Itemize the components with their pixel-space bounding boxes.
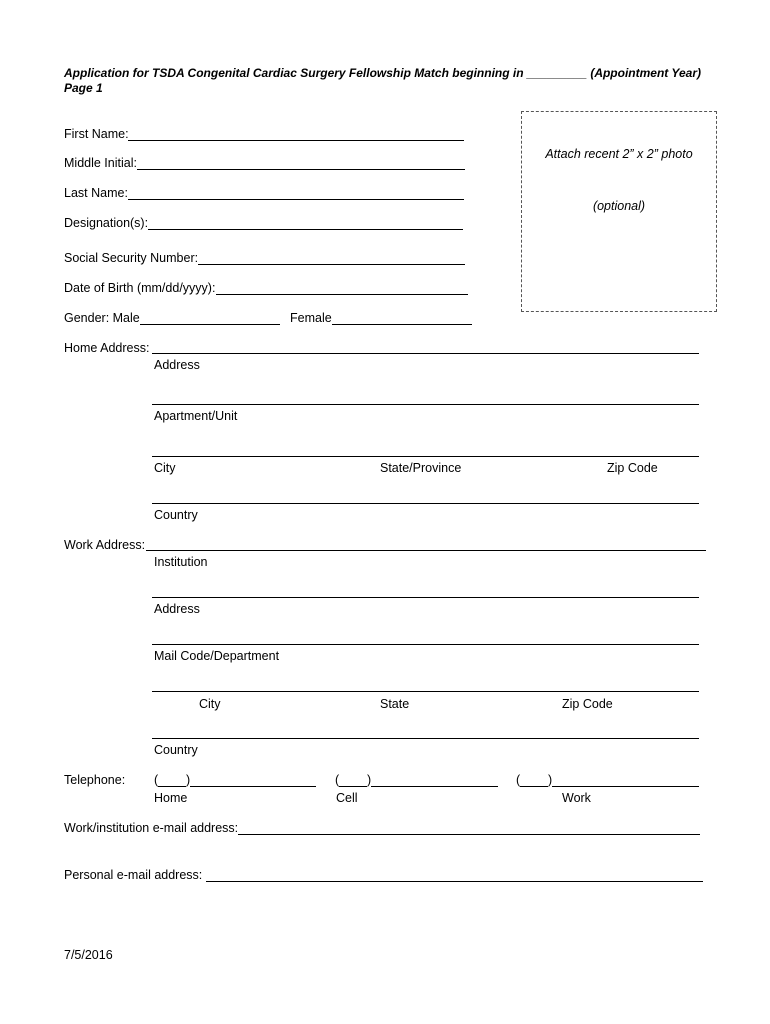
work-phone-paren-open: (	[516, 773, 521, 787]
form-title: Application for TSDA Congenital Cardiac Surgery Fellowship Match beginning in _________ (Appointment Year)	[64, 66, 701, 80]
work-institution-caption: Institution	[154, 555, 208, 569]
designations-label: Designation(s):	[64, 216, 149, 230]
home-phone-paren-open: (	[154, 773, 159, 787]
gender-female-label: Female	[290, 311, 332, 325]
home-phone-number-field[interactable]	[190, 786, 316, 787]
work-mailcode-caption: Mail Code/Department	[154, 649, 280, 663]
home-address-label: Home Address:	[64, 341, 150, 355]
work-address-field[interactable]	[152, 597, 699, 598]
work-phone-caption: Work	[562, 791, 591, 805]
dob-field[interactable]	[216, 294, 468, 295]
dob-label: Date of Birth (mm/dd/yyyy):	[64, 281, 216, 295]
cell-phone-number-field[interactable]	[371, 786, 498, 787]
work-mailcode-field[interactable]	[152, 644, 699, 645]
photo-optional-note: (optional)	[592, 199, 646, 213]
work-state-caption: State	[380, 697, 410, 711]
home-state-caption: State/Province	[380, 461, 462, 475]
gender-female-field[interactable]	[332, 324, 472, 325]
gender-male-label: Gender: Male	[64, 311, 140, 325]
work-address-caption: Address	[154, 602, 200, 616]
work-institution-field[interactable]	[146, 550, 706, 551]
middle-initial-label: Middle Initial:	[64, 156, 137, 170]
home-country-field[interactable]	[152, 503, 699, 504]
first-name-field[interactable]	[128, 140, 464, 141]
home-city-caption: City	[154, 461, 176, 475]
work-country-caption: Country	[154, 743, 198, 757]
work-city-state-zip-field[interactable]	[152, 691, 699, 692]
footer-date: 7/5/2016	[64, 948, 113, 962]
home-phone-area-code-field[interactable]	[158, 786, 186, 787]
designations-field[interactable]	[148, 229, 463, 230]
home-address-caption: Address	[154, 358, 200, 372]
home-apartment-caption: Apartment/Unit	[154, 409, 238, 423]
home-phone-paren-close: )	[186, 773, 191, 787]
work-zip-caption: Zip Code	[562, 697, 613, 711]
home-address-line-field[interactable]	[152, 353, 699, 354]
home-phone-caption: Home	[154, 791, 188, 805]
work-email-label: Work/institution e-mail address:	[64, 821, 239, 835]
cell-phone-area-code-field[interactable]	[339, 786, 367, 787]
home-city-state-zip-field[interactable]	[152, 456, 699, 457]
work-country-field[interactable]	[152, 738, 699, 739]
middle-initial-field[interactable]	[137, 169, 465, 170]
home-country-caption: Country	[154, 508, 198, 522]
home-zip-caption: Zip Code	[607, 461, 658, 475]
photo-attachment-box[interactable]	[521, 111, 717, 312]
gender-male-field[interactable]	[140, 324, 280, 325]
last-name-field[interactable]	[128, 199, 464, 200]
work-phone-number-field[interactable]	[552, 786, 699, 787]
first-name-label: First Name:	[64, 127, 129, 141]
ssn-field[interactable]	[198, 264, 465, 265]
work-address-label: Work Address:	[64, 538, 146, 552]
last-name-label: Last Name:	[64, 186, 128, 200]
cell-phone-paren-close: )	[367, 773, 372, 787]
work-city-caption: City	[199, 697, 221, 711]
page-number: Page 1	[64, 81, 103, 95]
personal-email-field[interactable]	[206, 881, 703, 882]
telephone-label: Telephone:	[64, 773, 126, 787]
cell-phone-caption: Cell	[336, 791, 358, 805]
cell-phone-paren-open: (	[335, 773, 340, 787]
photo-instruction: Attach recent 2” x 2” photo	[545, 147, 693, 161]
work-phone-area-code-field[interactable]	[520, 786, 548, 787]
ssn-label: Social Security Number:	[64, 251, 199, 265]
work-phone-paren-close: )	[548, 773, 553, 787]
work-email-field[interactable]	[238, 834, 700, 835]
home-apartment-field[interactable]	[152, 404, 699, 405]
personal-email-label: Personal e-mail address:	[64, 868, 203, 882]
